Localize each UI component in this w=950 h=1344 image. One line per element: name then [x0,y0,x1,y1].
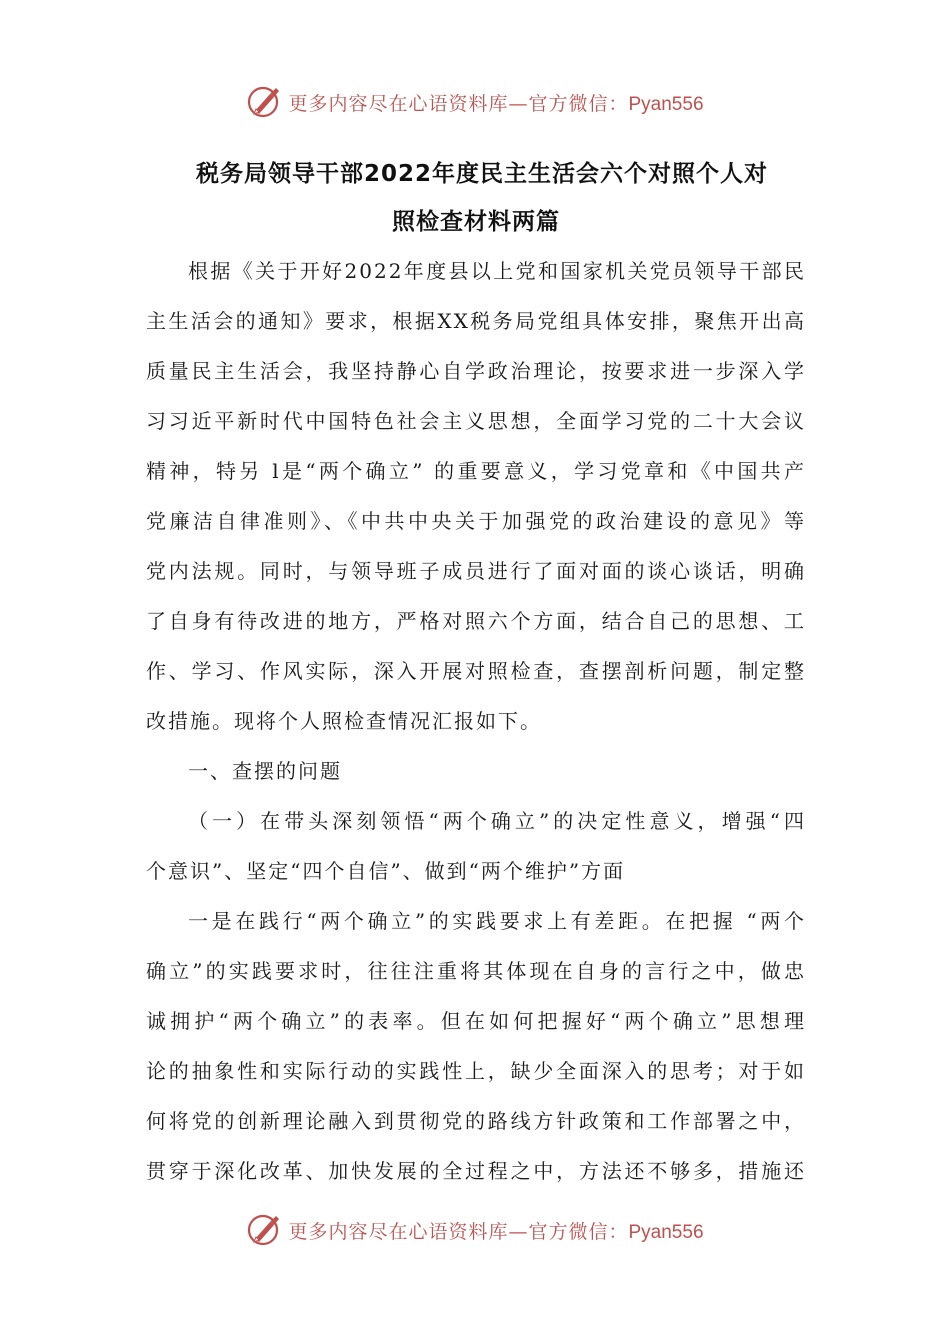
body-line: 论的抽象性和实际行动的实践性上，缺少全面深入的思考；对于如 [146,1059,806,1083]
document-title-line-2: 照检查材料两篇 [392,209,560,235]
body-line: 何将党的创新理论融入到贯彻党的路线方针政策和工作部署之中， [146,1109,806,1133]
body-line: 贯穿于深化改革、加快发展的全过程之中，方法还不够多，措施还 [146,1159,806,1183]
body-line: 党内法规。同时，与领导班子成员进行了面对面的谈心谈话，明确 [146,559,806,583]
body-line: 习习近平新时代中国特色社会主义思想，全面学习党的二十大会议 [146,409,806,433]
section-heading: 一、查摆的问题 [188,759,342,783]
watermark-text: 更多内容尽在心语资料库—官方微信：Pyan556 [288,1220,704,1243]
body-line: 确立”的实践要求时，往往注重将其体现在自身的言行之中，做忠 [146,959,806,983]
body-line: 党廉洁自律准则》、《中共中央关于加强党的政治建设的意见》等 [146,509,806,533]
body-line: 根据《关于开好2022年度县以上党和国家机关党员领导干部民 [188,259,806,283]
body-line: 一是在践行“两个确立”的实践要求上有差距。在把握 “两个 [188,909,806,933]
document-title-line-1: 税务局领导干部2022年度民主生活会六个对照个人对 [196,161,769,187]
document-body [146,246,806,1196]
body-line: 精神，特另 l是“两个确立” 的重要意义，学习党章和《中国共产 [146,459,806,483]
subsection-heading: （一）在带头深刻领悟“两个确立”的决定性意义，增强“四 [188,809,806,833]
body-line: 质量民主生活会，我坚持静心自学政治理论，按要求进一步深入学 [146,359,806,383]
body-line: 了自身有待改进的地方，严格对照六个方面，结合自己的思想、工 [146,609,806,633]
pen-logo-icon [246,84,282,120]
watermark-wechat-id: Pyan556 [628,1221,704,1243]
body-line: 作、学习、作风实际，深入开展对照检查，查摆剖析问题，制定整 [146,659,806,683]
watermark-text: 更多内容尽在心语资料库—官方微信：Pyan556 [288,92,704,115]
body-line: 诚拥护“两个确立”的表率。但在如何把握好“两个确立”思想理 [146,1009,806,1033]
body-line: 改措施。现将个人照检查情况汇报如下。 [146,709,542,733]
pen-logo-icon [246,1212,282,1248]
watermark-header [0,82,950,122]
subsection-heading: 个意识”、坚定“四个自信”、做到“两个维护”方面 [146,859,626,883]
body-line: 主生活会的通知》要求，根据XX税务局党组具体安排，聚焦开出高 [146,309,806,333]
watermark-footer [0,1210,950,1250]
watermark-wechat-id: Pyan556 [628,93,704,115]
